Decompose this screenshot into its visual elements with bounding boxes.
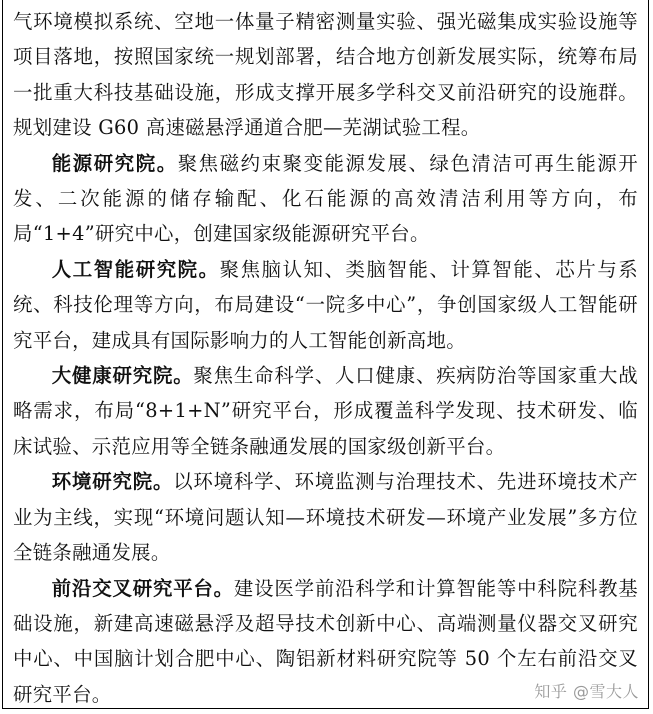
paragraph-ai-institute-text: 聚焦脑认知、类脑智能、计算智能、芯片与系统、科技伦理等方向，布局建设“一院多中心”，争创国家级人工智能研究平台，建成具有国际影响力的人工智能创新高地。 <box>13 257 638 352</box>
heading-energy-institute: 能源研究院。 <box>51 151 178 175</box>
paragraph-health-institute <box>13 358 638 464</box>
paragraph-ai-institute <box>13 252 638 358</box>
paragraph-health-institute-text: 聚焦生命科学、人口健康、疾病防治等国家重大战略需求，布局“8+1+N”研究平台，形成覆盖科学发现、技术研发、临床试验、示范应用等全链条融通发展的国家级创新平台。 <box>13 364 638 458</box>
paragraph-environment-institute-text: 以环境科学、环境监测与治理技术、先进环境技术产业为主线，实现“环境问题认知—环境技术研发—环境产业发展”多方位全链条融通发展。 <box>13 470 638 565</box>
paragraph-energy-institute <box>13 146 638 252</box>
heading-health-institute: 大健康研究院。 <box>51 364 194 388</box>
heading-frontier-platform: 前沿交叉研究平台。 <box>51 576 234 600</box>
paragraph-environment-institute <box>13 464 638 570</box>
paragraph-energy-institute-text: 聚焦磁约束聚变能源发展、绿色清洁可再生能源开发、二次能源的储存输配、化石能源的高效清洁利用等方向，布局“1+4”研究中心，创建国家级能源研究平台。 <box>13 151 638 246</box>
document-frame <box>2 0 649 709</box>
paragraph-intro-text: 气环境模拟系统、空地一体量子精密测量实验、强光磁集成实验设施等项目落地，按照国家统一规划部署，结合地方创新发展实际，统筹布局一批重大科技基础设施，形成支撑开展多学科交叉前沿研究的设施群。规划建设 G60 高速磁悬浮通道合肥—芜湖试验工程。 <box>13 10 638 140</box>
paragraph-intro <box>13 4 638 146</box>
heading-environment-institute: 环境研究院。 <box>51 470 174 494</box>
zhihu-watermark: 知乎 @雪大人 <box>534 682 639 701</box>
paragraph-frontier-platform-text: 建设医学前沿科学和计算智能等中科院科教基础设施，新建高速磁悬浮及超导技术创新中心、高端测量仪器交叉研究中心、中国脑计划合肥中心、陶铝新材料研究院等 50 个左右前沿交叉研究平台。 <box>13 576 638 706</box>
heading-ai-institute: 人工智能研究院。 <box>51 257 220 281</box>
